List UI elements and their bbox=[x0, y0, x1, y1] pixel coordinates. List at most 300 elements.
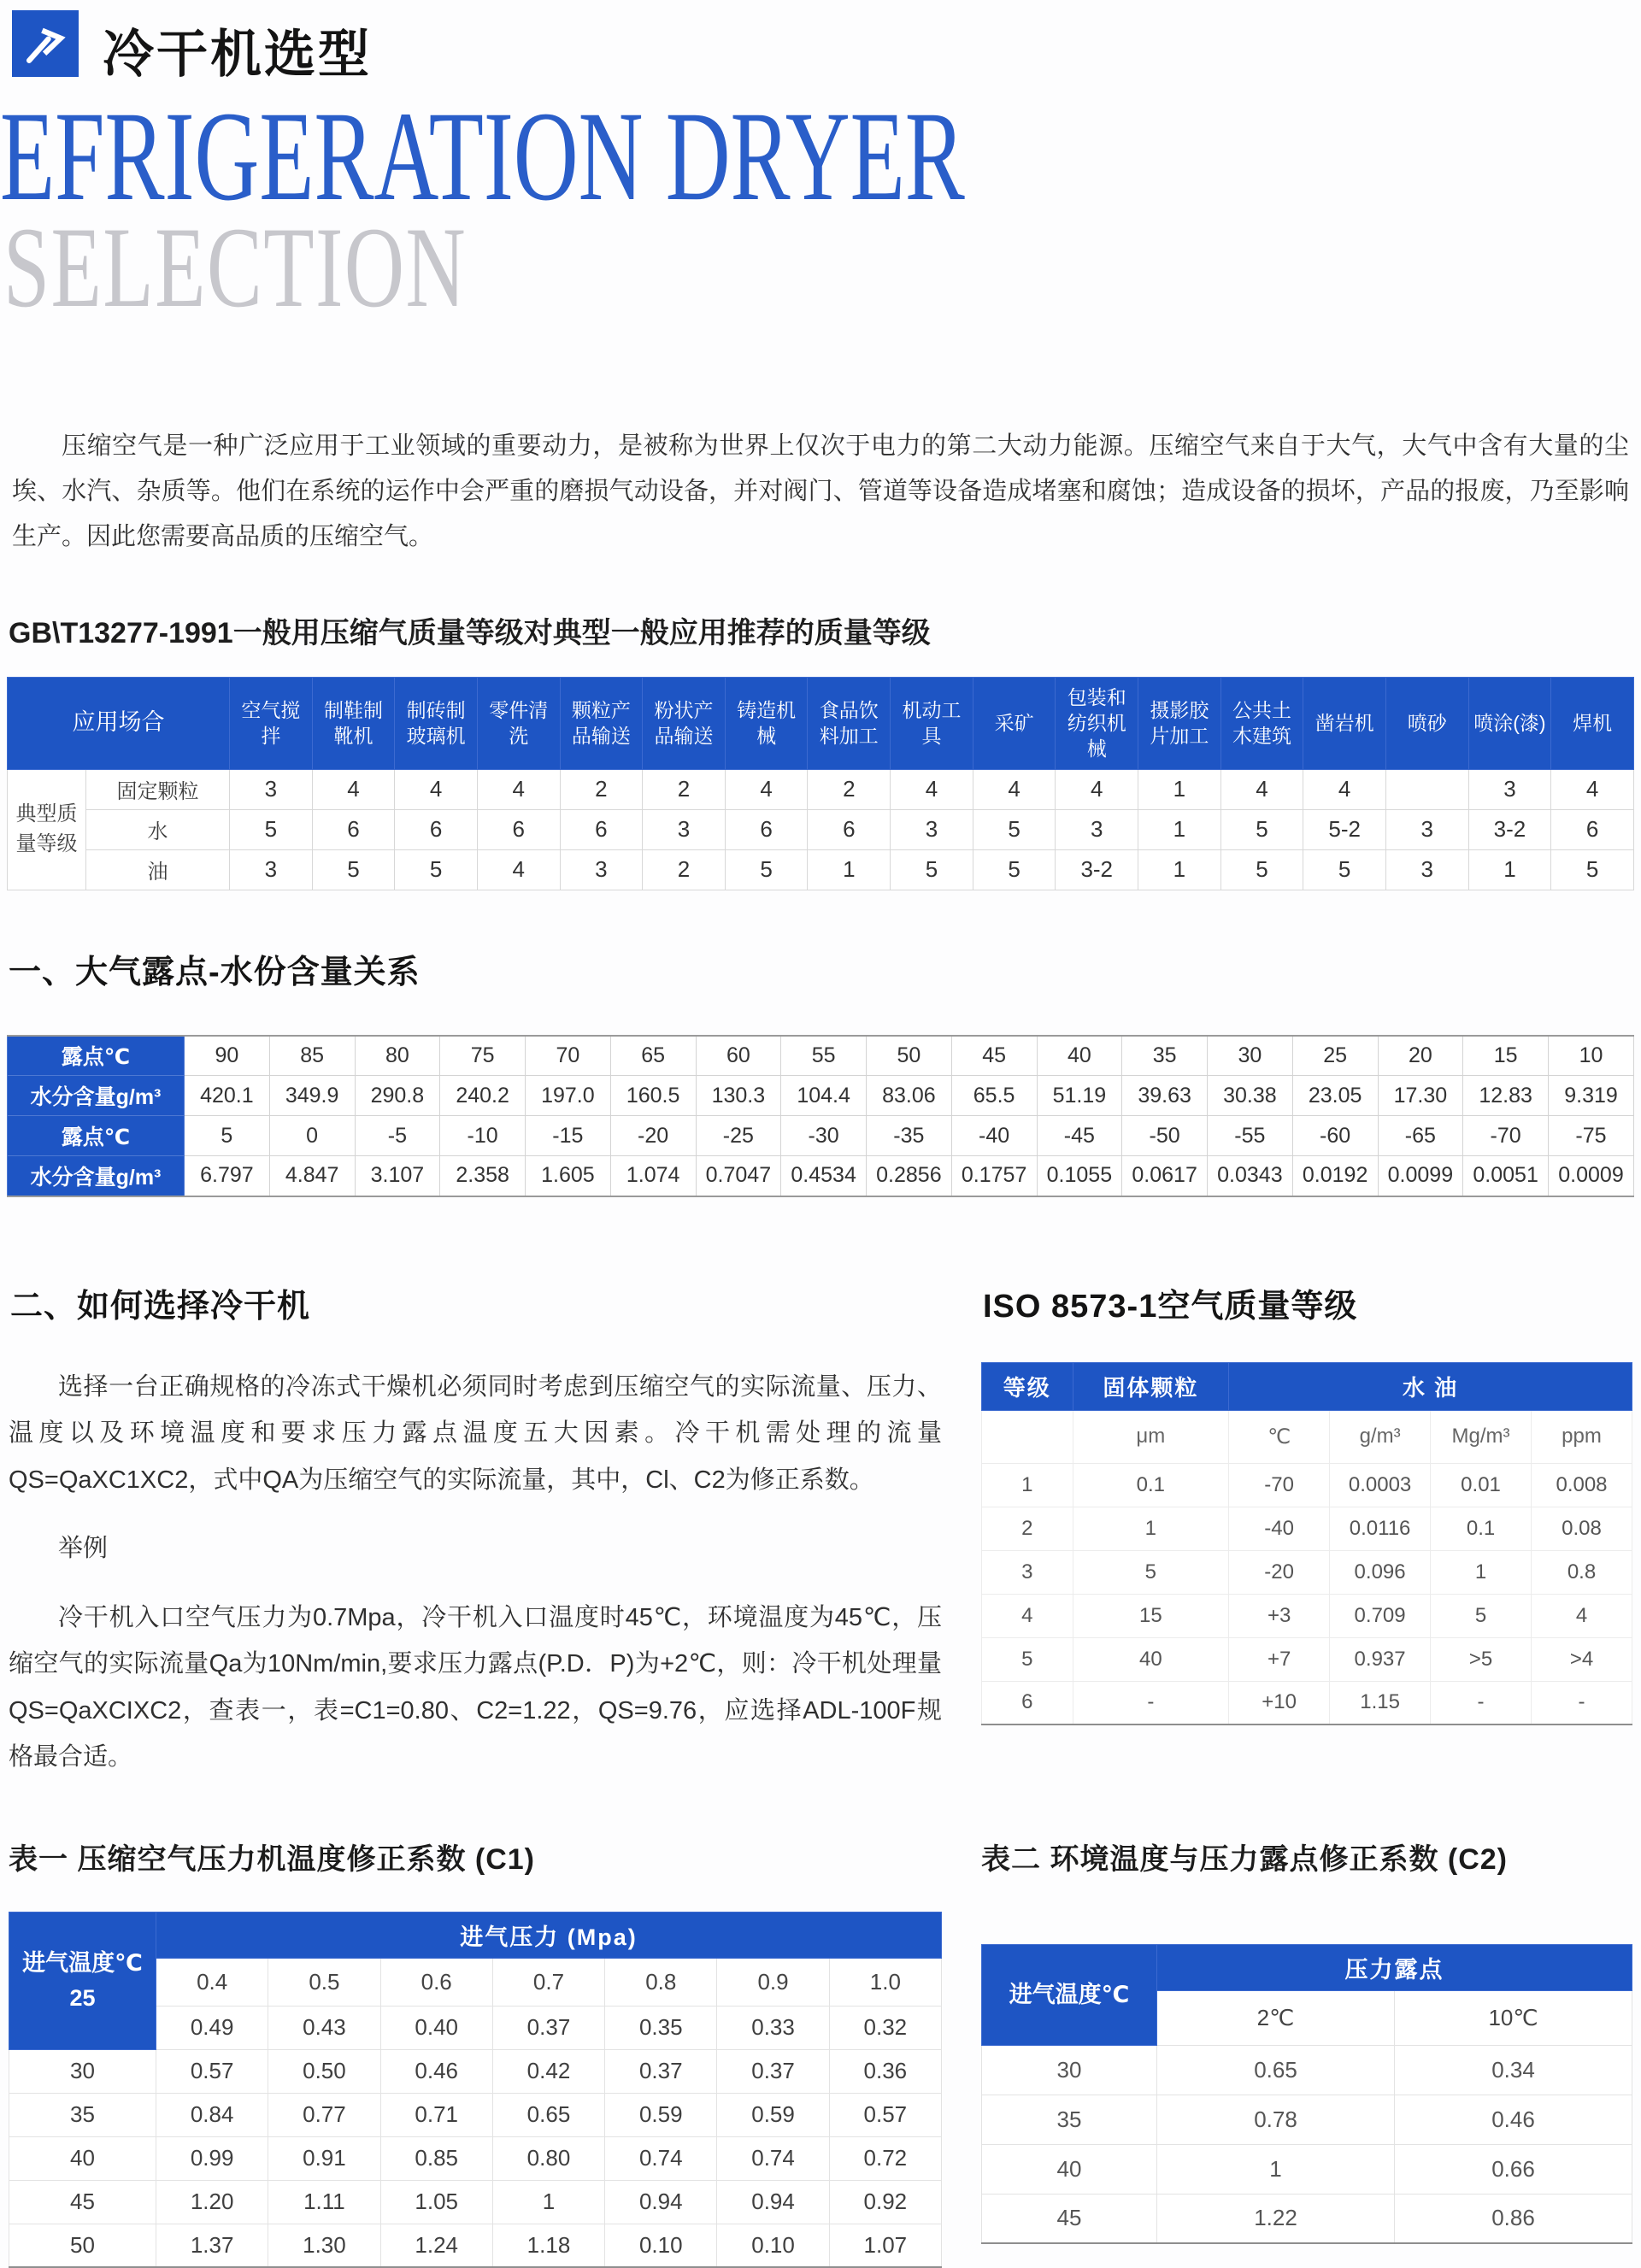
dew-data-row bbox=[8, 1116, 1634, 1156]
gb-value-cell: 4 bbox=[1056, 769, 1138, 809]
dew-value-cell: 290.8 bbox=[355, 1076, 440, 1116]
dew-row-label: 露点℃ bbox=[8, 1036, 185, 1076]
gb-value-cell: 4 bbox=[395, 769, 478, 809]
iso-value-cell: 6 bbox=[982, 1681, 1073, 1725]
gb-corner-header: 应用场合 bbox=[8, 677, 230, 769]
gb-column-header: 零件清洗 bbox=[477, 677, 560, 769]
gb-value-cell: 3 bbox=[1056, 809, 1138, 849]
c1-value-cell: 0.74 bbox=[717, 2136, 829, 2180]
iso-subheader-cell bbox=[982, 1410, 1073, 1463]
c1-value-cell: 0.37 bbox=[605, 2049, 717, 2093]
gb-value-cell: 3-2 bbox=[1056, 849, 1138, 890]
title-english-line2: SELECTION bbox=[3, 204, 468, 332]
iso-subheader-cell: Mg/m³ bbox=[1431, 1410, 1532, 1463]
c1-correction-table bbox=[9, 1912, 942, 2268]
dew-value-cell: -55 bbox=[1208, 1116, 1293, 1156]
dew-value-cell: 130.3 bbox=[696, 1076, 781, 1116]
gb-column-header: 喷砂 bbox=[1385, 677, 1468, 769]
c1-value-cell: 1.18 bbox=[492, 2224, 604, 2267]
dew-value-cell: 0.0009 bbox=[1549, 1156, 1634, 1196]
dew-value-cell: -40 bbox=[951, 1116, 1037, 1156]
iso-subheader-row bbox=[982, 1410, 1632, 1463]
c1-value-cell: 0.40 bbox=[380, 2006, 492, 2049]
dew-value-cell: 45 bbox=[951, 1036, 1037, 1076]
iso-value-cell: 0.096 bbox=[1330, 1550, 1431, 1594]
dew-value-cell: 30.38 bbox=[1208, 1076, 1293, 1116]
gb-value-cell: 4 bbox=[1220, 769, 1303, 809]
c1-value-cell: 1.11 bbox=[268, 2180, 380, 2224]
c2-data-row bbox=[982, 2095, 1632, 2144]
iso-value-cell: 0.01 bbox=[1431, 1463, 1532, 1507]
gb-value-cell: 4 bbox=[973, 769, 1056, 809]
gb-value-cell: 5 bbox=[1220, 849, 1303, 890]
c1-value-cell: 1.30 bbox=[268, 2224, 380, 2267]
c1-top-row bbox=[9, 1912, 942, 1958]
gb-value-cell: 5 bbox=[725, 849, 808, 890]
gb-value-cell: 1 bbox=[1468, 849, 1551, 890]
gb-value-cell: 3 bbox=[230, 849, 313, 890]
iso-value-cell: +7 bbox=[1229, 1637, 1330, 1681]
c1-value-cell: 1 bbox=[492, 2180, 604, 2224]
c2-value-cell: 0.66 bbox=[1395, 2144, 1632, 2194]
c2-value-cell: 0.46 bbox=[1395, 2095, 1632, 2144]
c2-value-cell: 1 bbox=[1157, 2144, 1395, 2194]
c1-temp-cell: 50 bbox=[9, 2224, 156, 2267]
c1-data-row bbox=[9, 2049, 942, 2093]
c2-value-cell: 0.34 bbox=[1395, 2045, 1632, 2095]
gb-value-cell: 3 bbox=[1385, 809, 1468, 849]
iso-water-oil-header: 水 油 bbox=[1229, 1362, 1632, 1410]
c1-value-cell: 0.91 bbox=[268, 2136, 380, 2180]
dew-value-cell: 349.9 bbox=[269, 1076, 355, 1116]
iso-value-cell: 1 bbox=[1431, 1550, 1532, 1594]
c2-temp-cell: 40 bbox=[982, 2144, 1157, 2194]
c2-data-row bbox=[982, 2144, 1632, 2194]
section1-heading: 一、大气露点-水份含量关系 bbox=[9, 954, 421, 990]
gb-column-header: 公共土木建筑 bbox=[1220, 677, 1303, 769]
c1-corner-line2: 25 bbox=[69, 1984, 96, 2011]
c2-dewpoint-cell: 2℃ bbox=[1157, 1990, 1395, 2045]
iso-value-cell: 0.008 bbox=[1532, 1463, 1632, 1507]
dew-row-label: 水分含量g/m³ bbox=[8, 1156, 185, 1196]
dew-value-cell: 1.605 bbox=[526, 1156, 611, 1196]
dew-value-cell: 51.19 bbox=[1037, 1076, 1122, 1116]
dew-value-cell: 0.4534 bbox=[781, 1156, 867, 1196]
iso-table-title: ISO 8573-1空气质量等级 bbox=[983, 1288, 1358, 1325]
dew-value-cell: 50 bbox=[867, 1036, 952, 1076]
c1-pressure-cell: 0.7 bbox=[492, 1958, 604, 2006]
c1-pressure-cell: 0.5 bbox=[268, 1958, 380, 2006]
gb-column-header: 包装和纺织机械 bbox=[1056, 677, 1138, 769]
iso-value-cell: 4 bbox=[1532, 1594, 1632, 1637]
gb-value-cell: 1 bbox=[1138, 849, 1221, 890]
iso-value-cell: 4 bbox=[982, 1594, 1073, 1637]
dew-value-cell: 39.63 bbox=[1122, 1076, 1208, 1116]
dew-value-cell: 1.074 bbox=[610, 1156, 696, 1196]
gb-value-cell: 5 bbox=[891, 849, 973, 890]
iso-value-cell: 0.1 bbox=[1073, 1463, 1229, 1507]
iso-data-row bbox=[982, 1463, 1632, 1507]
gb-value-cell: 4 bbox=[477, 849, 560, 890]
iso-value-cell: +3 bbox=[1229, 1594, 1330, 1637]
gb-value-cell: 5 bbox=[1551, 849, 1634, 890]
gb-value-cell: 1 bbox=[1138, 809, 1221, 849]
dew-value-cell: 85 bbox=[269, 1036, 355, 1076]
gb-value-cell: 5 bbox=[312, 849, 395, 890]
gb-column-header: 采矿 bbox=[973, 677, 1056, 769]
gb-column-header: 喷涂(漆) bbox=[1468, 677, 1551, 769]
gb-value-cell: 4 bbox=[725, 769, 808, 809]
dew-value-cell: 40 bbox=[1037, 1036, 1122, 1076]
dew-value-cell: 83.06 bbox=[867, 1076, 952, 1116]
dew-value-cell: 35 bbox=[1122, 1036, 1208, 1076]
title-english-line1: EFRIGERATION DRYER bbox=[0, 85, 965, 227]
gb-header-row bbox=[8, 677, 1634, 769]
dew-value-cell: 0.0051 bbox=[1463, 1156, 1549, 1196]
gb-row-label: 固定颗粒 bbox=[86, 769, 230, 809]
gb-value-cell: 5 bbox=[395, 849, 478, 890]
c1-value-cell: 0.49 bbox=[156, 2006, 268, 2049]
iso-value-cell: 1 bbox=[1073, 1507, 1229, 1550]
dew-value-cell: 20 bbox=[1378, 1036, 1463, 1076]
iso-solid-header: 固体颗粒 bbox=[1073, 1362, 1229, 1410]
c1-value-cell: 1.20 bbox=[156, 2180, 268, 2224]
c2-value-cell: 0.78 bbox=[1157, 2095, 1395, 2144]
dew-value-cell: 65 bbox=[610, 1036, 696, 1076]
iso-value-cell: 40 bbox=[1073, 1637, 1229, 1681]
iso-value-cell: - bbox=[1532, 1681, 1632, 1725]
selection-paragraph-2: 举例 bbox=[58, 1535, 109, 1563]
c1-value-cell: 0.50 bbox=[268, 2049, 380, 2093]
c2-temp-cell: 35 bbox=[982, 2095, 1157, 2144]
dew-value-cell: 3.107 bbox=[355, 1156, 440, 1196]
iso-value-cell: -40 bbox=[1229, 1507, 1330, 1550]
gb-data-row bbox=[8, 809, 1634, 849]
dew-value-cell: 0.0617 bbox=[1122, 1156, 1208, 1196]
iso-value-cell: -70 bbox=[1229, 1463, 1330, 1507]
gb-value-cell: 2 bbox=[560, 769, 643, 809]
dew-value-cell: -25 bbox=[696, 1116, 781, 1156]
dew-value-cell: 17.30 bbox=[1378, 1076, 1463, 1116]
c1-value-cell: 0.99 bbox=[156, 2136, 268, 2180]
c1-temp-cell: 45 bbox=[9, 2180, 156, 2224]
iso-value-cell: 5 bbox=[982, 1637, 1073, 1681]
dew-value-cell: 9.319 bbox=[1549, 1076, 1634, 1116]
c1-value-cell: 1.24 bbox=[380, 2224, 492, 2267]
c2-value-cell: 0.86 bbox=[1395, 2194, 1632, 2243]
c1-pressure-cell: 1.0 bbox=[829, 1958, 941, 2006]
intro-paragraph: 压缩空气是一种广泛应用于工业领域的重要动力，是被称为世界上仅次于电力的第二大动力能源。压缩空气来自于大气，大气中含有大量的尘埃、水汽、杂质等。他们在系统的运作中会严重的磨损气动设备，并对阀门、管道等设备造成堵塞和腐蚀；造成设备的损坏，产品的报废，乃至影响生产。因此您需要高品质的压缩空气。 bbox=[12, 432, 1629, 550]
arrow-right-icon bbox=[12, 10, 79, 77]
page-header bbox=[7, 0, 1634, 87]
c1-value-cell: 1.37 bbox=[156, 2224, 268, 2267]
dew-point-table bbox=[7, 1035, 1634, 1197]
iso-value-cell: 5 bbox=[1073, 1550, 1229, 1594]
c1-value-cell: 0.74 bbox=[605, 2136, 717, 2180]
gb-value-cell: 3 bbox=[560, 849, 643, 890]
selection-guide-column bbox=[9, 1279, 942, 1781]
selection-paragraph-3: 冷干机入口空气压力为0.7Mpa，冷干机入口温度时45℃，环境温度为45℃，压缩空气的实际流量Qa为10Nm/min,要求压力露点(P.D．P)为+2℃，则：冷干机处理量QS=QaXCIXC2，查表一，表=C1=0.80、C2=1.22，QS=9.76，应选择ADL-100F规格最合适。 bbox=[9, 1603, 942, 1772]
c2-dewpoint-header: 压力露点 bbox=[1157, 1944, 1632, 1990]
iso-column bbox=[981, 1279, 1632, 1781]
c1-value-cell: 0.43 bbox=[268, 2006, 380, 2049]
dew-value-cell: 0 bbox=[269, 1116, 355, 1156]
gb-value-cell: 1 bbox=[808, 849, 891, 890]
c1-value-cell: 0.94 bbox=[605, 2180, 717, 2224]
iso-value-cell: 3 bbox=[982, 1550, 1073, 1594]
dew-value-cell: 25 bbox=[1292, 1036, 1378, 1076]
iso-value-cell: 0.709 bbox=[1330, 1594, 1431, 1637]
c1-value-cell: 0.37 bbox=[717, 2049, 829, 2093]
c2-value-cell: 1.22 bbox=[1157, 2194, 1395, 2243]
c2-corner-header: 进气温度℃ bbox=[982, 1944, 1157, 2045]
iso-header-row bbox=[982, 1362, 1632, 1410]
dew-data-row bbox=[8, 1156, 1634, 1196]
gb-value-cell: 6 bbox=[477, 809, 560, 849]
c2-dewpoint-cell: 10℃ bbox=[1395, 1990, 1632, 2045]
gb-value-cell: 2 bbox=[808, 769, 891, 809]
gb-value-cell: 4 bbox=[1303, 769, 1386, 809]
gb-value-cell: 3 bbox=[1468, 769, 1551, 809]
c1-corner-line1: 进气温度℃ bbox=[22, 1950, 143, 1977]
c2-data-row bbox=[982, 2045, 1632, 2095]
gb-value-cell: 3-2 bbox=[1468, 809, 1551, 849]
c1-value-cell: 0.72 bbox=[829, 2136, 941, 2180]
c1-temp-cell: 40 bbox=[9, 2136, 156, 2180]
gb-value-cell: 5 bbox=[1303, 849, 1386, 890]
dew-value-cell: 70 bbox=[526, 1036, 611, 1076]
gb-value-cell: 5 bbox=[230, 809, 313, 849]
gb-value-cell: 3 bbox=[643, 809, 726, 849]
iso-value-cell: 5 bbox=[1431, 1594, 1532, 1637]
gb-value-cell bbox=[1385, 769, 1468, 809]
dew-value-cell: 0.2856 bbox=[867, 1156, 952, 1196]
section2-heading: 二、如何选择冷干机 bbox=[10, 1288, 311, 1325]
c1-value-cell: 0.35 bbox=[605, 2006, 717, 2049]
gb-value-cell: 6 bbox=[560, 809, 643, 849]
dew-value-cell: -5 bbox=[355, 1116, 440, 1156]
dew-value-cell: 6.797 bbox=[185, 1156, 270, 1196]
c1-value-cell: 0.37 bbox=[492, 2006, 604, 2049]
dew-value-cell: 4.847 bbox=[269, 1156, 355, 1196]
c1-pressure-header: 进气压力 (Mpa) bbox=[156, 1912, 942, 1958]
dew-data-row bbox=[8, 1076, 1634, 1116]
dew-value-cell: 0.1055 bbox=[1037, 1156, 1122, 1196]
dew-value-cell: 2.358 bbox=[440, 1156, 526, 1196]
gb-row-group-label: 典型质量等级 bbox=[8, 769, 86, 890]
dew-value-cell: -75 bbox=[1549, 1116, 1634, 1156]
c1-value-cell: 0.84 bbox=[156, 2093, 268, 2136]
page-title: 冷干机选型 bbox=[103, 26, 372, 83]
c1-temp-cell: 30 bbox=[9, 2049, 156, 2093]
iso-value-cell: 0.08 bbox=[1532, 1507, 1632, 1550]
gb-value-cell: 2 bbox=[643, 849, 726, 890]
gb-value-cell: 3 bbox=[1385, 849, 1468, 890]
c2-temp-cell: 30 bbox=[982, 2045, 1157, 2095]
c2-correction-table bbox=[981, 1944, 1632, 2245]
c1-data-row bbox=[9, 2180, 942, 2224]
dew-value-cell: -45 bbox=[1037, 1116, 1122, 1156]
dew-row-label: 水分含量g/m³ bbox=[8, 1076, 185, 1116]
c1-temp-cell: 35 bbox=[9, 2093, 156, 2136]
gb-column-header: 食品饮料加工 bbox=[808, 677, 891, 769]
dew-value-cell: -60 bbox=[1292, 1116, 1378, 1156]
c1-value-cell: 0.65 bbox=[492, 2093, 604, 2136]
dew-value-cell: 23.05 bbox=[1292, 1076, 1378, 1116]
c1-value-cell: 0.80 bbox=[492, 2136, 604, 2180]
gb-value-cell: 1 bbox=[1138, 769, 1221, 809]
iso-value-cell: 2 bbox=[982, 1507, 1073, 1550]
c1-pressure-cell: 0.9 bbox=[717, 1958, 829, 2006]
dew-value-cell: 30 bbox=[1208, 1036, 1293, 1076]
iso-data-row bbox=[982, 1637, 1632, 1681]
c1-pressure-cell: 0.6 bbox=[380, 1958, 492, 2006]
gb-column-header: 铸造机械 bbox=[725, 677, 808, 769]
iso-value-cell: 0.0003 bbox=[1330, 1463, 1431, 1507]
iso-value-cell: +10 bbox=[1229, 1681, 1330, 1725]
c1-value-cell: 0.57 bbox=[829, 2093, 941, 2136]
dew-value-cell: 15 bbox=[1463, 1036, 1549, 1076]
iso-value-cell: -20 bbox=[1229, 1550, 1330, 1594]
c2-data-row bbox=[982, 2194, 1632, 2243]
iso-value-cell: 15 bbox=[1073, 1594, 1229, 1637]
gb-column-header: 摄影胶片加工 bbox=[1138, 677, 1221, 769]
gb-column-header: 粉状产品输送 bbox=[643, 677, 726, 769]
dew-value-cell: 12.83 bbox=[1463, 1076, 1549, 1116]
c1-value-cell: 0.71 bbox=[380, 2093, 492, 2136]
c1-value-cell: 0.46 bbox=[380, 2049, 492, 2093]
dew-data-row bbox=[8, 1036, 1634, 1076]
gb-column-header: 焊机 bbox=[1551, 677, 1634, 769]
gb-value-cell: 5-2 bbox=[1303, 809, 1386, 849]
c1-value-cell: 0.59 bbox=[717, 2093, 829, 2136]
iso-value-cell: - bbox=[1073, 1681, 1229, 1725]
c1-pressure-cell: 0.8 bbox=[605, 1958, 717, 2006]
c1-value-cell: 0.85 bbox=[380, 2136, 492, 2180]
gb-value-cell: 5 bbox=[973, 809, 1056, 849]
gb-row-label: 水 bbox=[86, 809, 230, 849]
iso-data-row bbox=[982, 1507, 1632, 1550]
c2-top-row bbox=[982, 1944, 1632, 1990]
gb-data-row bbox=[8, 849, 1634, 890]
c1-value-cell: 0.10 bbox=[605, 2224, 717, 2267]
iso-value-cell: 0.0116 bbox=[1330, 1507, 1431, 1550]
iso-air-quality-table bbox=[981, 1362, 1632, 1726]
gb-value-cell: 2 bbox=[643, 769, 726, 809]
c2-temp-cell: 45 bbox=[982, 2194, 1157, 2243]
dew-value-cell: 80 bbox=[355, 1036, 440, 1076]
gb-value-cell: 3 bbox=[891, 809, 973, 849]
dew-value-cell: -35 bbox=[867, 1116, 952, 1156]
iso-value-cell: 1 bbox=[982, 1463, 1073, 1507]
dew-value-cell: 65.5 bbox=[951, 1076, 1037, 1116]
gb-value-cell: 4 bbox=[477, 769, 560, 809]
dew-value-cell: -50 bbox=[1122, 1116, 1208, 1156]
c1-value-cell: 0.10 bbox=[717, 2224, 829, 2267]
iso-grade-header: 等级 bbox=[982, 1362, 1073, 1410]
dew-value-cell: 5 bbox=[185, 1116, 270, 1156]
selection-paragraph-1: 选择一台正确规格的冷冻式干燥机必须同时考虑到压缩空气的实际流量、压力、温度以及环境温度和要求压力露点温度五大因素。冷干机需处理的流量QS=QaXC1XC2，式中QA为压缩空气的实际流量，其中，Cl、C2为修正系数。 bbox=[9, 1372, 942, 1494]
c1-value-cell: 0.36 bbox=[829, 2049, 941, 2093]
gb-value-cell: 4 bbox=[1551, 769, 1634, 809]
c2-table-title: 表二 环境温度与压力露点修正系数 (C2) bbox=[981, 1842, 1508, 1876]
c1-value-cell: 0.94 bbox=[717, 2180, 829, 2224]
gb-column-header: 颗粒产品输送 bbox=[560, 677, 643, 769]
gb-column-header: 机动工具 bbox=[891, 677, 973, 769]
iso-value-cell: 0.937 bbox=[1330, 1637, 1431, 1681]
c1-table-title: 表一 压缩空气压力机温度修正系数 (C1) bbox=[9, 1842, 535, 1876]
gb-column-header: 空气搅拌 bbox=[230, 677, 313, 769]
gb-value-cell: 3 bbox=[230, 769, 313, 809]
gb-value-cell: 6 bbox=[1551, 809, 1634, 849]
iso-subheader-cell: ppm bbox=[1532, 1410, 1632, 1463]
iso-value-cell: 1.15 bbox=[1330, 1681, 1431, 1725]
iso-subheader-cell: g/m³ bbox=[1330, 1410, 1431, 1463]
dew-row-label: 露点℃ bbox=[8, 1116, 185, 1156]
gb-value-cell: 6 bbox=[312, 809, 395, 849]
gb-column-header: 制鞋制靴机 bbox=[312, 677, 395, 769]
dew-value-cell: 0.1757 bbox=[951, 1156, 1037, 1196]
dew-value-cell: -10 bbox=[440, 1116, 526, 1156]
iso-value-cell: 0.8 bbox=[1532, 1550, 1632, 1594]
dew-value-cell: -70 bbox=[1463, 1116, 1549, 1156]
dew-value-cell: 55 bbox=[781, 1036, 867, 1076]
c1-value-cell: 0.42 bbox=[492, 2049, 604, 2093]
c2-value-cell: 0.65 bbox=[1157, 2045, 1395, 2095]
iso-value-cell: >5 bbox=[1431, 1637, 1532, 1681]
dew-value-cell: 160.5 bbox=[610, 1076, 696, 1116]
gb-value-cell: 6 bbox=[808, 809, 891, 849]
dew-value-cell: -65 bbox=[1378, 1116, 1463, 1156]
gb-value-cell: 4 bbox=[312, 769, 395, 809]
dew-value-cell: 10 bbox=[1549, 1036, 1634, 1076]
iso-value-cell: 0.1 bbox=[1431, 1507, 1532, 1550]
iso-subheader-cell: μm bbox=[1073, 1410, 1229, 1463]
gb-column-header: 凿岩机 bbox=[1303, 677, 1386, 769]
dew-value-cell: -20 bbox=[610, 1116, 696, 1156]
iso-value-cell: - bbox=[1431, 1681, 1532, 1725]
dew-value-cell: 0.0099 bbox=[1378, 1156, 1463, 1196]
dew-value-cell: 0.0192 bbox=[1292, 1156, 1378, 1196]
c1-data-row bbox=[9, 2093, 942, 2136]
dew-value-cell: 0.7047 bbox=[696, 1156, 781, 1196]
dew-value-cell: 420.1 bbox=[185, 1076, 270, 1116]
gb-row-label: 油 bbox=[86, 849, 230, 890]
c1-value-cell: 1.05 bbox=[380, 2180, 492, 2224]
gb-value-cell: 4 bbox=[891, 769, 973, 809]
dew-value-cell: -15 bbox=[526, 1116, 611, 1156]
iso-value-cell: >4 bbox=[1532, 1637, 1632, 1681]
gb-quality-table bbox=[7, 677, 1634, 890]
bottom-columns bbox=[7, 1836, 1634, 2268]
c1-corner-header bbox=[9, 1912, 156, 2049]
gb-table-title: GB\T13277-1991一般用压缩气质量等级对典型一般应用推荐的质量等级 bbox=[9, 616, 931, 649]
c1-pressure-cell: 0.4 bbox=[156, 1958, 268, 2006]
c1-value-cell: 0.59 bbox=[605, 2093, 717, 2136]
c1-column bbox=[9, 1836, 942, 2268]
dew-value-cell: 75 bbox=[440, 1036, 526, 1076]
iso-data-row bbox=[982, 1550, 1632, 1594]
gb-value-cell: 6 bbox=[725, 809, 808, 849]
c1-value-cell: 0.33 bbox=[717, 2006, 829, 2049]
gb-column-header: 制砖制玻璃机 bbox=[395, 677, 478, 769]
middle-columns bbox=[7, 1279, 1634, 1781]
iso-subheader-cell: ℃ bbox=[1229, 1410, 1330, 1463]
c1-value-cell: 0.57 bbox=[156, 2049, 268, 2093]
dew-value-cell: 90 bbox=[185, 1036, 270, 1076]
dew-value-cell: 104.4 bbox=[781, 1076, 867, 1116]
gb-value-cell: 5 bbox=[973, 849, 1056, 890]
